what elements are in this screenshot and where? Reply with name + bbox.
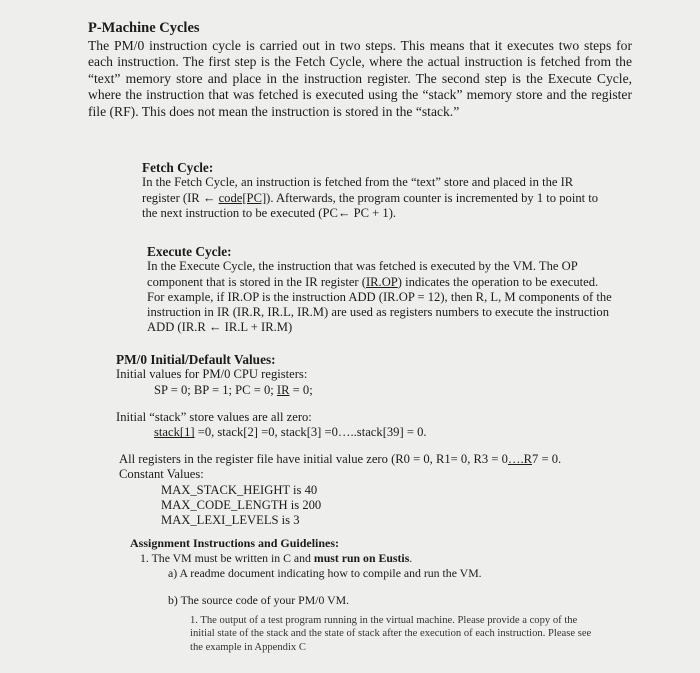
fetch-cycle-text <box>142 175 612 221</box>
execute-cycle-section <box>147 244 612 336</box>
page-title: P-Machine Cycles <box>88 20 200 36</box>
fetch-cycle-heading: Fetch Cycle: <box>142 160 214 175</box>
execute-text-pre: In the Execute Cycle, the instruction that was fetched is executed by the VM. The OP component that is stored in the IR register ( <box>147 259 578 289</box>
intro-paragraph: The PM/0 instruction cycle is carried out in two steps. This means that it executes two steps for each instruction. The first step is the Fetch Cycle, where the actual instruction is fetched from the “text” memory store and place in the instruction register. The second step is the Execute Cycle, where the instruction that was fetched is executed using the “stack” memory store and the register file (RF). This does not mean the instruction is stored in the “stack.” <box>88 38 632 119</box>
registers-line1-post: 7 = 0. <box>532 452 562 466</box>
init-line2-ir: IR <box>276 382 290 397</box>
init-line2-post: = 0; <box>289 382 313 397</box>
constant-max-lexi-levels: MAX_LEXI_LEVELS is 3 <box>161 513 300 528</box>
assignment-item-1-post: . <box>409 551 413 565</box>
execute-text-irop: IR.OP <box>365 274 398 289</box>
assignment-item-1-bold: must run on Eustis <box>313 551 410 565</box>
constant-max-code-length: MAX_CODE_LENGTH is 200 <box>161 497 322 512</box>
execute-cycle-heading: Execute Cycle: <box>147 244 232 259</box>
stack-init-line1: Initial “stack” store values are all zero: <box>116 410 312 424</box>
assignment-item-1 <box>130 551 600 566</box>
fetch-text-code: code[PC] <box>218 190 267 205</box>
registers-section <box>119 452 639 528</box>
execute-cycle-text <box>147 259 612 335</box>
stack-init-rest: =0, stack[2] =0, stack[3] =0…..stack[39] = 0. <box>194 425 427 440</box>
constant-max-stack-height: MAX_STACK_HEIGHT is 40 <box>161 482 318 497</box>
assignment-heading: Assignment Instructions and Guidelines: <box>130 536 340 550</box>
fetch-cycle-section <box>142 160 612 221</box>
registers-line1 <box>119 452 639 467</box>
fetch-text-pre: In the Fetch Cycle, an instruction is fetched from the “text” store and placed in the IR register (IR ← <box>142 175 574 205</box>
initial-values-heading: PM/0 Initial/Default Values: <box>116 352 276 367</box>
constant-values-label: Constant Values: <box>119 467 204 482</box>
initial-values-section <box>116 352 616 398</box>
initial-values-line1: Initial values for PM/0 CPU registers: <box>116 367 308 382</box>
registers-line1-dots: ….R <box>507 452 533 466</box>
execute-text-post: ) indicates the operation to be executed. For example, if IR.OP is the instruction ADD (IR.OP = 12), then R, L, M components of the instruction in IR (IR.R, IR.L, IR.M) are used as registers numbers to execute the instruction ADD (IR.R ← IR.L + IR.M) <box>147 274 612 335</box>
registers-line1-pre: All registers in the register file have initial value zero (R0 = 0, R1= 0, R3 = 0 <box>119 452 508 466</box>
fetch-text-post: ). Afterwards, the program counter is incremented by 1 to point to the next instruction to be executed (PC← PC + 1). <box>142 190 599 220</box>
assignment-item-a: a) A readme document indicating how to compile and run the VM. <box>168 566 482 580</box>
stack-init-section <box>116 410 616 441</box>
init-line2-pre: SP = 0; BP = 1; PC = 0; <box>154 382 277 397</box>
initial-values-line2 <box>116 383 616 398</box>
stack-init-line2 <box>116 425 616 440</box>
assignment-item-c: 1. The output of a test program running in the virtual machine. Please provide a copy of the initial state of the stack and the state of stack after the execution of each instruction. Please see the example in Appendix C <box>190 615 592 653</box>
assignment-item-b: b) The source code of your PM/0 VM. <box>168 593 350 607</box>
stack-init-first: stack[1] <box>154 425 195 440</box>
assignment-section <box>130 536 600 608</box>
assignment-item-1-pre: 1. The VM must be written in C and <box>140 551 314 565</box>
